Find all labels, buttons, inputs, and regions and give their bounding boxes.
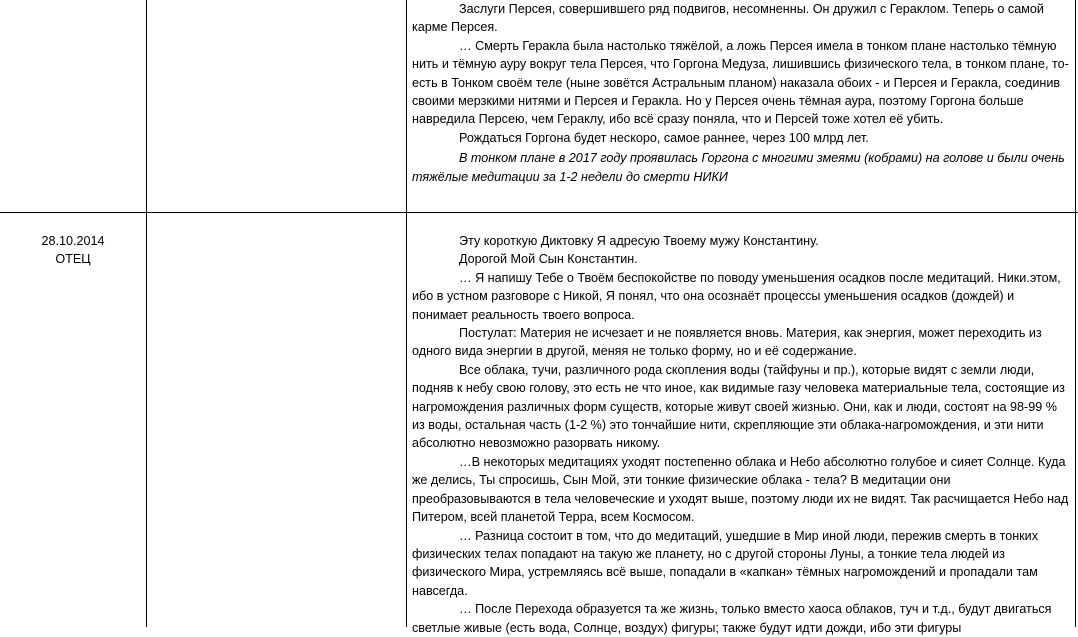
row1-paragraph: … Смерть Геракла была настолько тяжёлой, а ложь Персея имела в тонком плане настолько тёмную нить и тёмную ауру вокруг тела Персея, что Горгона Медуза, лишившись физического тела, в тонком плане, то-есть в Тонком своём теле (ныне зовётся Астральным планом) наказала обоих - и Персея и Геракла, соединив своими мерзкими нитями и Персея и Геракла. Но у Персея очень тёмная аура, поэтому Горгона больше навредила Персею, чем Гераклу, ибо всё сразу поняла, что и Персей тоже хотел её убить. (412, 38, 1069, 127)
row2-paragraph: … После Перехода образуется та же жизнь, только вместо хаоса облаков, туч и т.д., будут двигаться светлые живые (есть вода, Солнце, воздух) фигуры; также будут идти дожди, ибо эти фигуры (412, 602, 1052, 635)
date-text: 28.10.2014 (41, 234, 105, 248)
row2-text-cell (412, 232, 1072, 637)
row2-date-cell (0, 232, 146, 269)
author-text: ОТЕЦ (55, 252, 91, 267)
row2-paragraph: … Я напишу Тебе о Твоём беспокойстве по поводу уменьшения осадков после медитаций. Ники.этом, ибо в устном разговоре с Никой, Я понял, что она осознаёт процессы уменьшения осадков (дождей) и понимает реальность твоего вопроса. (412, 270, 1061, 322)
row2-paragraph: Дорогой Мой Сын Константин. (459, 252, 638, 267)
row1-paragraph: Заслуги Персея, совершившего ряд подвигов, несомненны. Он дружил с Гераклом. Теперь о самой карме Персея. (412, 2, 1044, 35)
row2-paragraph: …В некоторых медитациях уходят постепенно облака и Небо абсолютно голубое и сияет Солнце. Куда же делись, Ты спросишь, Сын Мой, эти тонкие физические облака - тела? В медитации они преобразовываются в тела человеческие и уходят выше, поэтому люди их не видят. Так расчищается Небо над Питером, всей планетой Терра, всем Космосом. (412, 454, 1069, 525)
column-divider-1 (146, 0, 147, 627)
column-divider-right (1075, 0, 1076, 627)
row2-paragraph: Эту короткую Диктовку Я адресую Твоему мужу Константину. (459, 234, 819, 248)
row1-text-cell (412, 0, 1072, 186)
row1-note: В тонком плане в 2017 году проявилась Горгона с многими змеями (кобрами) на голове и были очень тяжёлые медитации за 1-2 недели до смерти НИКИ (412, 151, 1065, 184)
row1-paragraph: Рождаться Горгона будет нескоро, самое раннее, через 100 млрд лет. (459, 130, 869, 145)
row2-paragraph: Постулат: Материя не исчезает и не появляется вновь. Материя, как энергия, может переходить из одного вида энергии в другой, меняя не только форму, но и её содержание. (412, 326, 1042, 359)
row2-paragraph: … Разница состоит в том, что до медитаций, ушедшие в Мир иной люди, пережив смерть в тонких физических телах попадают на такую же планету, но с другой стороны Луны, а тонкие тела людей из физического Мира, устремляясь всё выше, попадали в «капкан» тёмных нагромождений и пропадали там навсегда. (412, 528, 1039, 598)
column-divider-2 (406, 0, 407, 627)
row-divider (0, 212, 1078, 213)
row2-paragraph: Все облака, тучи, различного рода скопления воды (тайфуны и пр.), которые видят с земли люди, подняв к небу свою голову, это есть не что иное, как видимые газу человека материальные тела, состоящие из нагромождения различных форм существ, которые живут своей жизнью. Они, как и люди, состоят на 98-99 % из воды, остальная часть (1-2 %) это тончайшие нити, скрепляющие эти облака-нагромождения, и эти нити абсолютно невозможно разорвать никому. (412, 362, 1065, 451)
